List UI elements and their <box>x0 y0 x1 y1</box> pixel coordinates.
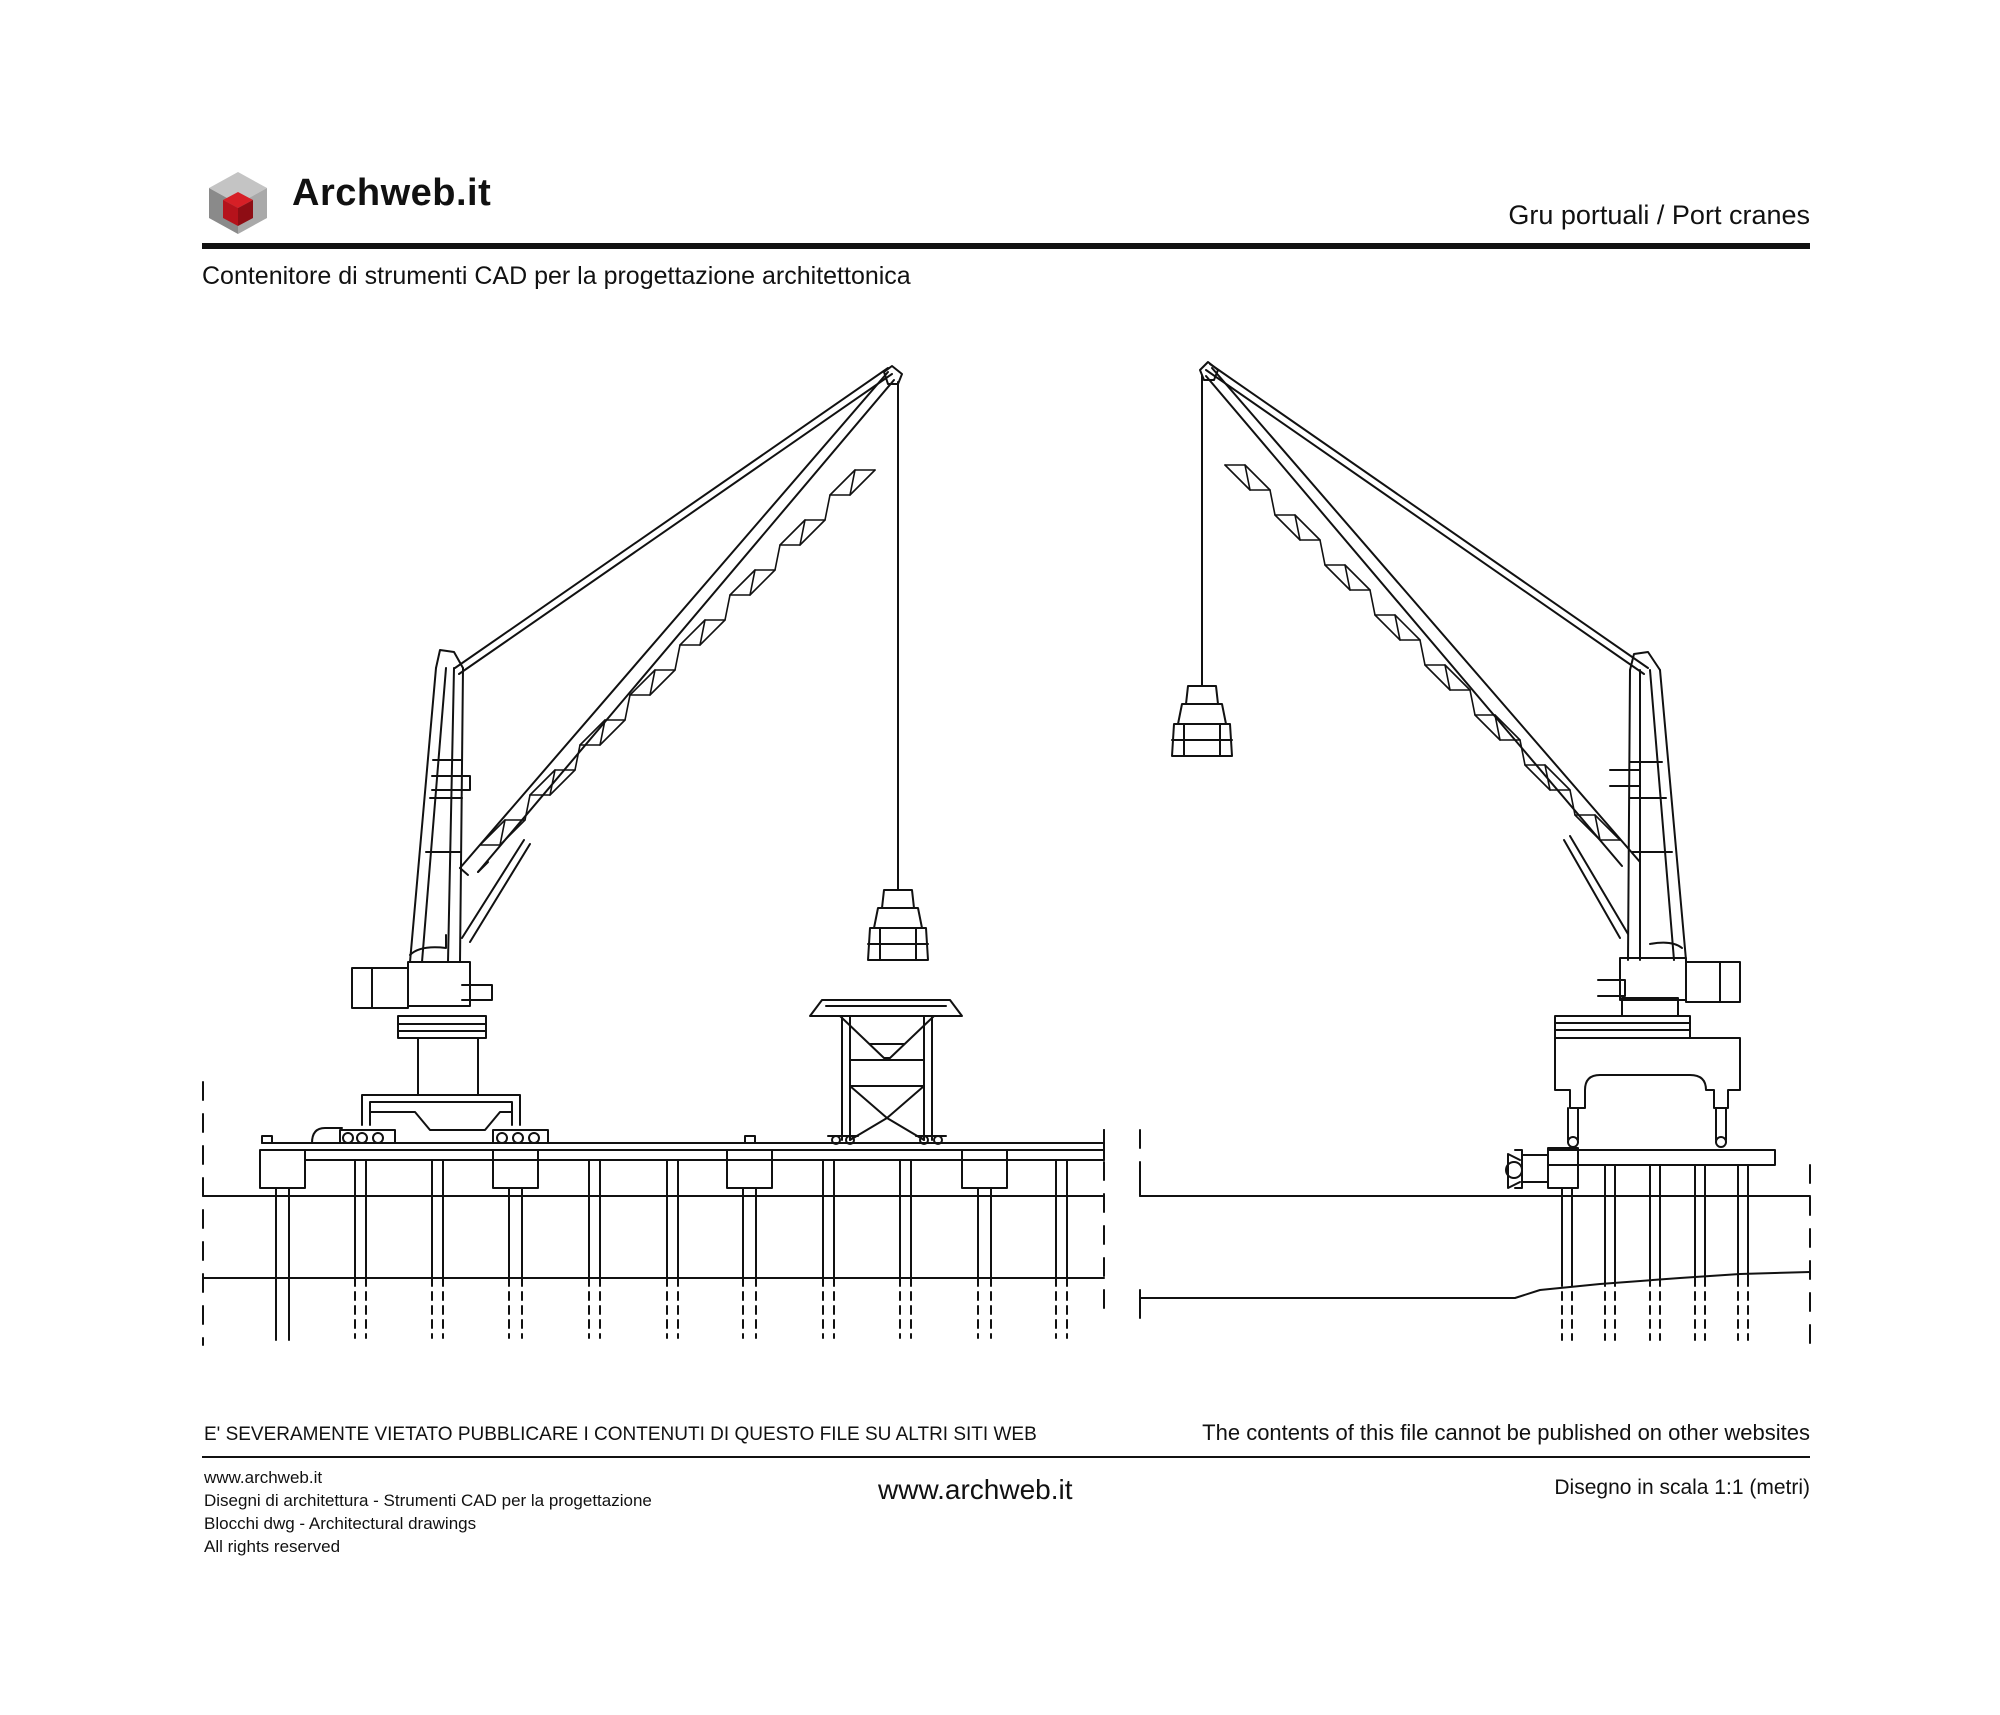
page-subtitle: Contenitore di strumenti CAD per la progettazione architettonica <box>202 262 911 290</box>
drawing-scale: Disegno in scala 1:1 (metri) <box>1554 1476 1810 1499</box>
publication-warning-italian: E' SEVERAMENTE VIETATO PUBBLICARE I CONTENUTI DI QUESTO FILE SU ALTRI SITI WEB <box>204 1424 1037 1445</box>
footer-line-rights: All rights reserved <box>204 1537 341 1556</box>
footer-website-link[interactable]: www.archweb.it <box>878 1474 1073 1505</box>
footer-line-description: Disegni di architettura - Strumenti CAD per la progettazione <box>204 1491 652 1510</box>
left-crane-grab <box>868 890 928 960</box>
footer-info <box>204 1466 652 1558</box>
right-crane-grab <box>1172 686 1232 756</box>
page-title: Gru portuali / Port cranes <box>1508 200 1810 230</box>
left-dock-structure <box>203 1082 1104 1345</box>
hopper-structure <box>810 1000 962 1144</box>
publication-warning-english: The contents of this file cannot be published on other websites <box>1202 1420 1810 1445</box>
left-crane <box>312 366 928 1143</box>
footer-divider <box>202 1456 1810 1458</box>
brand-name: Archweb.it <box>292 172 492 214</box>
right-crane <box>1172 362 1740 1188</box>
footer-line-url: www.archweb.it <box>204 1468 323 1487</box>
right-dock-structure <box>1140 1130 1810 1345</box>
footer-line-blocks: Blocchi dwg - Architectural drawings <box>204 1514 477 1533</box>
